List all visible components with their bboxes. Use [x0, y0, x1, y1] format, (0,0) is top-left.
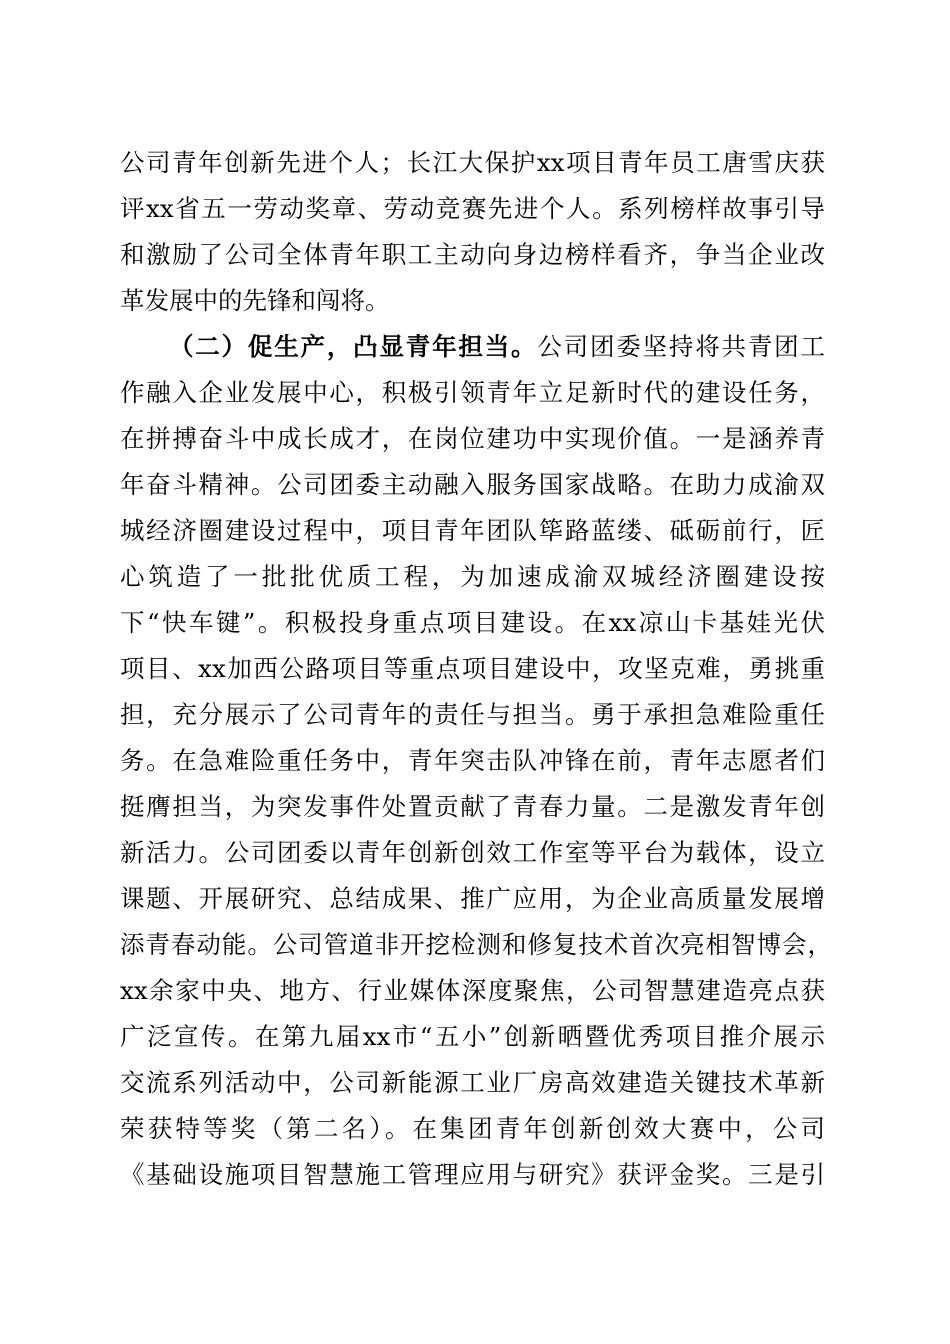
text-line: 添青春动能。公司管道非开挖检测和修复技术首次亮相智博会，: [120, 930, 832, 959]
text-line: 公司青年创新先进个人；长江大保护xx项目青年员工唐雪庆获: [120, 148, 825, 177]
text-line: 荣获特等奖（第二名）。在集团青年创新创效大赛中，公司: [120, 1114, 825, 1143]
section-first-line: [169, 327, 825, 367]
section-heading: （二）促生产，凸显青年担当。: [169, 332, 538, 361]
text-line: 作融入企业发展中心，积极引领青年立足新时代的建设任务，: [120, 378, 825, 407]
text-line: 年奋斗精神。公司团委主动融入服务国家战略。在助力成渝双: [120, 470, 825, 499]
text-line: 心筑造了一批批优质工程，为加速成渝双城经济圈建设按: [120, 562, 825, 591]
text-line: 课题、开展研究、总结成果、推广应用，为企业高质量发展增: [120, 884, 825, 913]
text-line: 项目、xx加西公路项目等重点项目建设中，攻坚克难，勇挑重: [120, 654, 825, 683]
text-line: 广泛宣传。在第九届xx市“五小”创新晒暨优秀项目推介展示: [120, 1022, 825, 1051]
text-line: 新活力。公司团委以青年创新创效工作室等平台为载体，设立: [120, 838, 825, 867]
text-line: 城经济圈建设过程中，项目青年团队筚路蓝缕、砥砺前行，匠: [120, 516, 825, 545]
text-line: 和激励了公司全体青年职工主动向身边榜样看齐，争当企业改: [120, 240, 825, 269]
section-lead-text: 公司团委坚持将共青团工: [537, 332, 825, 361]
text-line: 担，充分展示了公司青年的责任与担当。勇于承担急难险重任: [120, 700, 825, 729]
text-line: xx余家中央、地方、行业媒体深度聚焦，公司智慧建造亮点获: [120, 976, 825, 1005]
text-line: 评xx省五一劳动奖章、劳动竞赛先进个人。系列榜样故事引导: [120, 194, 825, 223]
text-line: 务。在急难险重任务中，青年突击队冲锋在前，青年志愿者们: [120, 746, 825, 775]
text-line: 革发展中的先锋和闯将。: [120, 286, 390, 315]
text-line: 在拼搏奋斗中成长成才，在岗位建功中实现价值。一是涵养青: [120, 424, 825, 453]
text-line: 下“快车键”。积极投身重点项目建设。在xx凉山卡基娃光伏: [120, 608, 825, 637]
text-line: 交流系列活动中，公司新能源工业厂房高效建造关键技术革新: [120, 1068, 825, 1097]
text-line: 挺膺担当，为突发事件处置贡献了青春力量。二是激发青年创: [120, 792, 825, 821]
text-line: 《基础设施项目智慧施工管理应用与研究》获评金奖。三是引: [120, 1160, 825, 1189]
